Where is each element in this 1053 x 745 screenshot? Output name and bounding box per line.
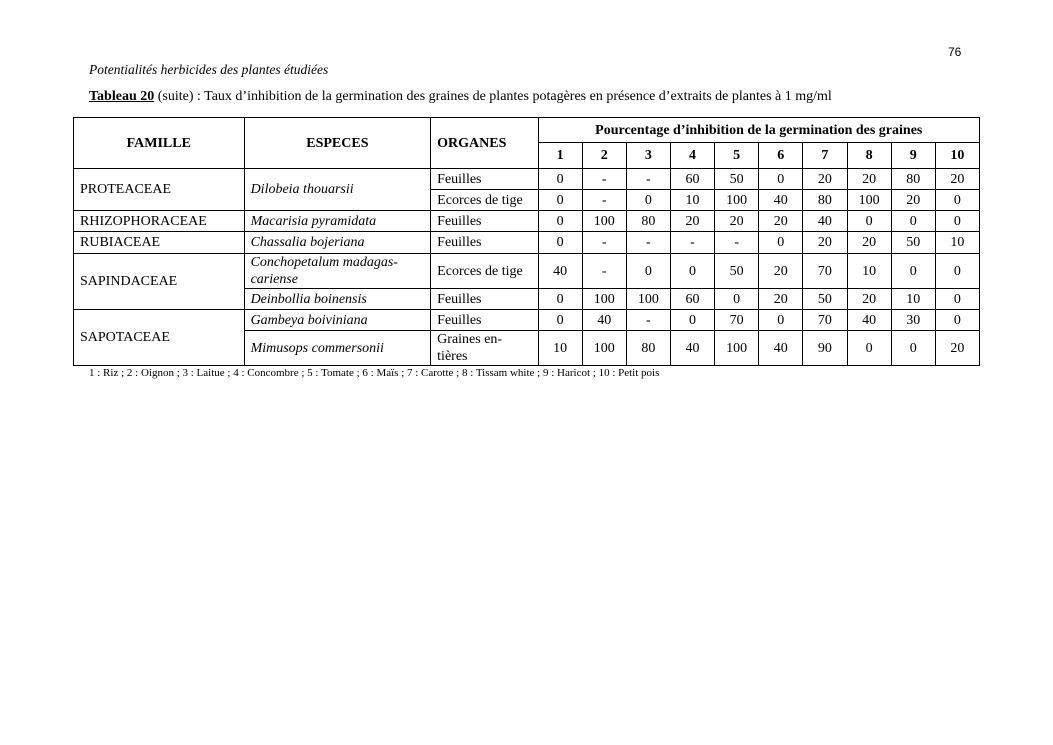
value-cell: 0 xyxy=(935,211,979,232)
value-cell: 0 xyxy=(891,331,935,366)
famille-cell: RHIZOPHORACEAE xyxy=(74,211,245,232)
value-cell: 0 xyxy=(538,232,582,254)
value-cell: 100 xyxy=(715,331,759,366)
value-cell: - xyxy=(626,169,670,190)
value-cell: - xyxy=(626,232,670,254)
espece-cell: Chassalia bojeriana xyxy=(244,232,431,254)
value-cell: - xyxy=(582,190,626,211)
value-cell: 0 xyxy=(626,190,670,211)
value-cell: 50 xyxy=(891,232,935,254)
header-famille: FAMILLE xyxy=(74,118,245,169)
column-header: 4 xyxy=(670,143,714,169)
espece-cell: Macarisia pyramidata xyxy=(244,211,431,232)
value-cell: 100 xyxy=(626,289,670,310)
value-cell: 20 xyxy=(759,211,803,232)
value-cell: 20 xyxy=(759,254,803,289)
value-cell: 0 xyxy=(626,254,670,289)
espece-cell: Dilobeia thouarsii xyxy=(244,169,431,211)
value-cell: 40 xyxy=(582,310,626,331)
value-cell: 0 xyxy=(847,211,891,232)
value-cell: 0 xyxy=(935,289,979,310)
column-header: 8 xyxy=(847,143,891,169)
value-cell: 40 xyxy=(670,331,714,366)
value-cell: - xyxy=(670,232,714,254)
column-header: 5 xyxy=(715,143,759,169)
value-cell: 40 xyxy=(538,254,582,289)
value-cell: 100 xyxy=(582,331,626,366)
value-cell: 30 xyxy=(891,310,935,331)
value-cell: 20 xyxy=(847,232,891,254)
value-cell: 0 xyxy=(759,232,803,254)
organe-cell: Feuilles xyxy=(431,232,538,254)
value-cell: 20 xyxy=(847,169,891,190)
value-cell: 70 xyxy=(803,310,847,331)
organe-cell: Feuilles xyxy=(431,310,538,331)
value-cell: 20 xyxy=(847,289,891,310)
column-header: 6 xyxy=(759,143,803,169)
column-header: 10 xyxy=(935,143,979,169)
famille-cell: RUBIACEAE xyxy=(74,232,245,254)
value-cell: 10 xyxy=(891,289,935,310)
value-cell: 60 xyxy=(670,169,714,190)
value-cell: 20 xyxy=(935,331,979,366)
organe-cell: Graines en-tières xyxy=(431,331,538,366)
value-cell: 0 xyxy=(538,211,582,232)
value-cell: 0 xyxy=(538,289,582,310)
value-cell: 10 xyxy=(538,331,582,366)
value-cell: - xyxy=(582,254,626,289)
value-cell: 90 xyxy=(803,331,847,366)
value-cell: - xyxy=(715,232,759,254)
value-cell: 100 xyxy=(715,190,759,211)
value-cell: 10 xyxy=(935,232,979,254)
value-cell: 0 xyxy=(538,310,582,331)
famille-cell: PROTEACEAE xyxy=(74,169,245,211)
organe-cell: Feuilles xyxy=(431,289,538,310)
column-header: 2 xyxy=(582,143,626,169)
famille-cell: SAPINDACEAE xyxy=(74,254,245,310)
header-organes: ORGANES xyxy=(431,118,538,169)
value-cell: 10 xyxy=(670,190,714,211)
value-cell: 0 xyxy=(935,310,979,331)
value-cell: 20 xyxy=(803,232,847,254)
value-cell: 50 xyxy=(715,254,759,289)
value-cell: 10 xyxy=(847,254,891,289)
organe-cell: Feuilles xyxy=(431,211,538,232)
value-cell: 0 xyxy=(759,169,803,190)
table-caption-text: (suite) : Taux d’inhibition de la germination des graines de plantes potagères en présence d’extraits de plantes à 1 mg/ml xyxy=(154,89,832,104)
value-cell: - xyxy=(582,169,626,190)
organe-cell: Ecorces de tige xyxy=(431,190,538,211)
value-cell: 80 xyxy=(891,169,935,190)
table-caption xyxy=(89,89,832,105)
value-cell: 100 xyxy=(582,289,626,310)
table-footnote: 1 : Riz ; 2 : Oignon ; 3 : Laitue ; 4 : Concombre ; 5 : Tomate ; 6 : Maïs ; 7 : Carotte ; 8 : Tissam white ; 9 : Haricot ; 10 : Petit pois xyxy=(89,367,660,379)
inhibition-table xyxy=(73,117,980,366)
value-cell: 20 xyxy=(935,169,979,190)
value-cell: 60 xyxy=(670,289,714,310)
espece-cell: Conchopetalum madagas-cariense xyxy=(244,254,431,289)
value-cell: 40 xyxy=(759,331,803,366)
value-cell: 0 xyxy=(891,211,935,232)
value-cell: 20 xyxy=(803,169,847,190)
value-cell: 0 xyxy=(538,190,582,211)
value-cell: 100 xyxy=(582,211,626,232)
value-cell: 20 xyxy=(670,211,714,232)
value-cell: 0 xyxy=(538,169,582,190)
header-pourcentage: Pourcentage d’inhibition de la germination des graines xyxy=(538,118,979,143)
value-cell: 80 xyxy=(626,331,670,366)
value-cell: 0 xyxy=(670,310,714,331)
value-cell: 20 xyxy=(759,289,803,310)
organe-cell: Feuilles xyxy=(431,169,538,190)
value-cell: - xyxy=(582,232,626,254)
value-cell: 80 xyxy=(626,211,670,232)
value-cell: 20 xyxy=(715,211,759,232)
column-header: 1 xyxy=(538,143,582,169)
column-header: 7 xyxy=(803,143,847,169)
value-cell: 40 xyxy=(847,310,891,331)
column-header: 9 xyxy=(891,143,935,169)
value-cell: 0 xyxy=(935,254,979,289)
table-caption-label: Tableau 20 xyxy=(89,89,155,104)
value-cell: 0 xyxy=(847,331,891,366)
value-cell: 100 xyxy=(847,190,891,211)
value-cell: 0 xyxy=(670,254,714,289)
espece-cell: Mimusops commersonii xyxy=(244,331,431,366)
value-cell: 40 xyxy=(759,190,803,211)
value-cell: 40 xyxy=(803,211,847,232)
value-cell: 0 xyxy=(935,190,979,211)
value-cell: 20 xyxy=(891,190,935,211)
value-cell: 0 xyxy=(759,310,803,331)
famille-cell: SAPOTACEAE xyxy=(74,310,245,366)
running-header: Potentialités herbicides des plantes étudiées xyxy=(89,62,329,77)
value-cell: 0 xyxy=(715,289,759,310)
page-number: 76 xyxy=(948,45,962,59)
value-cell: 50 xyxy=(803,289,847,310)
value-cell: 0 xyxy=(891,254,935,289)
espece-cell: Gambeya boiviniana xyxy=(244,310,431,331)
value-cell: 70 xyxy=(803,254,847,289)
header-especes: ESPECES xyxy=(244,118,431,169)
value-cell: 50 xyxy=(715,169,759,190)
value-cell: 70 xyxy=(715,310,759,331)
value-cell: 80 xyxy=(803,190,847,211)
column-header: 3 xyxy=(626,143,670,169)
espece-cell: Deinbollia boinensis xyxy=(244,289,431,310)
value-cell: - xyxy=(626,310,670,331)
organe-cell: Ecorces de tige xyxy=(431,254,538,289)
